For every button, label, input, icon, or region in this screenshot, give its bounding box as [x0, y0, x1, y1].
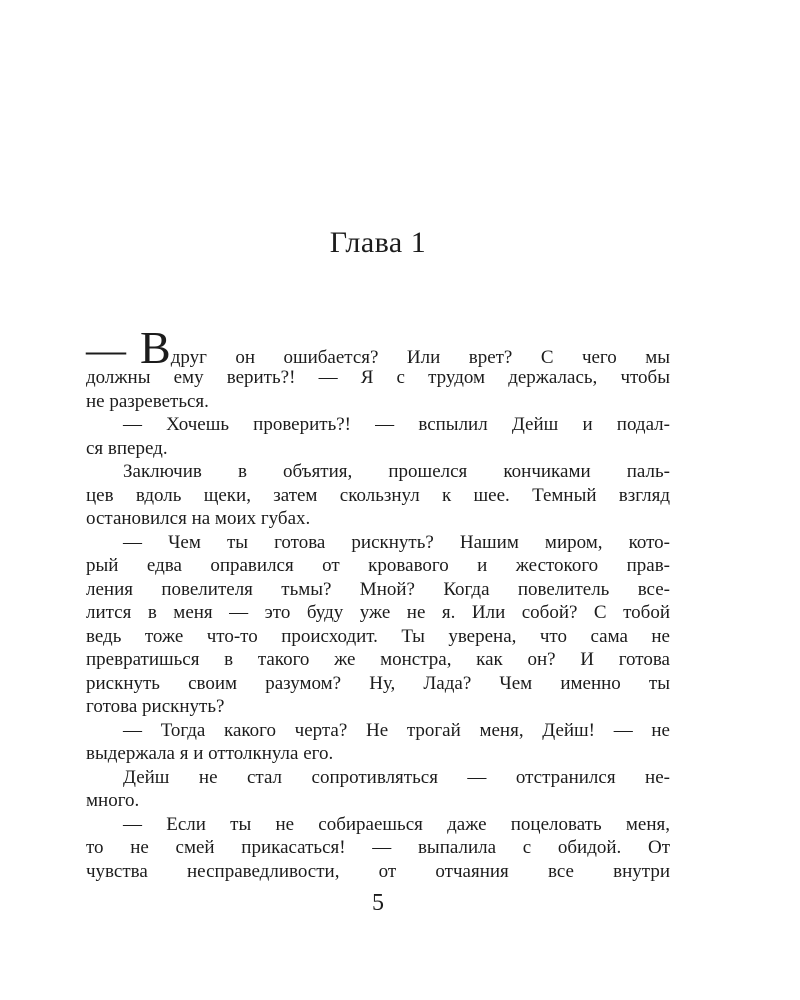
- text-line: должны ему верить?! — Я с трудом держалась, чтобы: [86, 367, 670, 388]
- text-line: Заключив в объятия, прошелся кончиками паль-: [123, 461, 670, 482]
- text-line: лится в меня — это буду уже не я. Или собой? С тобой: [86, 602, 670, 623]
- text-line: ления повелителя тьмы? Мной? Когда повелитель все-: [86, 578, 670, 600]
- text-line: — Чем ты готова рискнуть? Нашим миром, кото-: [123, 531, 670, 553]
- drop-dash: —: [86, 327, 126, 372]
- text-line: много.: [86, 790, 140, 811]
- first-line: [86, 322, 670, 373]
- text-line: Дейш не стал сопротивляться — отстранился не-: [123, 766, 670, 788]
- drop-cap: В: [140, 322, 171, 373]
- text-line: не разреветься.: [86, 390, 209, 412]
- text-line: рый едва оправился от кровавого и жестокого прав-: [86, 555, 670, 576]
- chapter-title: Глава 1: [329, 226, 427, 259]
- text-line: — Тогда какого черта? Не трогай меня, Дейш! — не: [123, 719, 670, 741]
- text-line: чувства несправедливости, от отчаяния все внутри: [86, 860, 670, 882]
- text-line: — Если ты не собираешься даже поцеловать меня,: [123, 813, 670, 835]
- text-line: — Хочешь проверить?! — вспылил Дейш и подал-: [123, 414, 670, 435]
- text-lines: [86, 366, 670, 883]
- text-line: остановился на моих губах.: [86, 508, 311, 529]
- text-line: рискнуть своим разумом? Ну, Лада? Чем именно ты: [86, 672, 670, 694]
- text-line: готова рискнуть?: [86, 696, 225, 717]
- text-line: ведь тоже что-то происходит. Ты уверена, что сама не: [86, 625, 670, 647]
- text-line: то не смей прикасаться! — выпалила с обидой. От: [86, 837, 670, 858]
- body-text: [86, 322, 670, 883]
- text-line: цев вдоль щеки, затем скользнул к шее. Темный взгляд: [86, 484, 670, 506]
- text-line: выдержала я и оттолкнула его.: [86, 743, 334, 764]
- page-number: 5: [372, 890, 384, 916]
- text-line: превратишься в такого же монстра, как он? И готова: [86, 649, 670, 670]
- text-line: ся вперед.: [86, 437, 168, 459]
- first-line-rest: друг он ошибается? Или врет? С чего мы: [170, 347, 670, 368]
